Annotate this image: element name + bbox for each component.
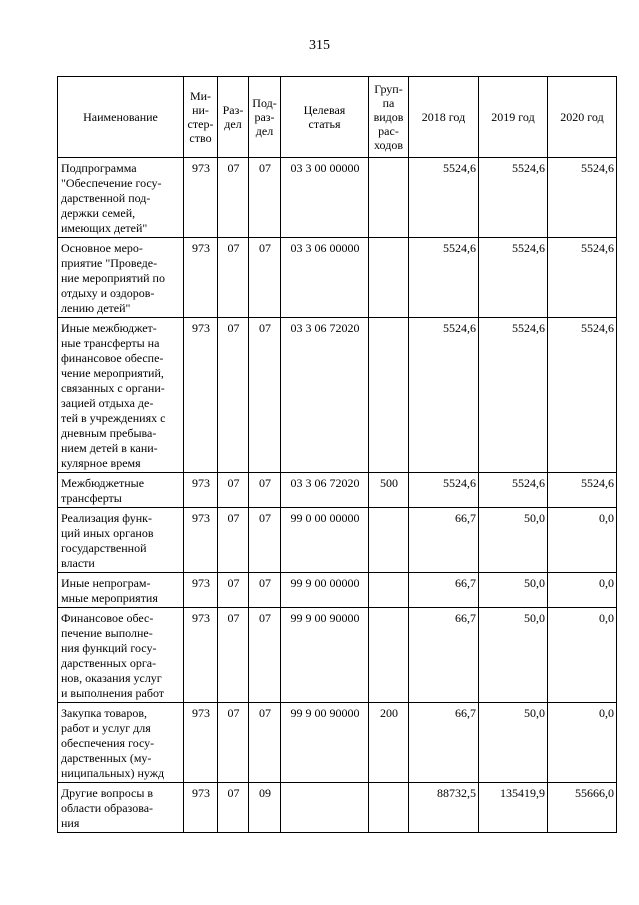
header-2018: 2018 год <box>409 77 479 158</box>
row-value-2020: 5524,6 <box>548 158 617 238</box>
row-expense-group <box>369 573 409 608</box>
row-value-2018: 5524,6 <box>409 158 479 238</box>
row-name: Подпрограмма "Обеспечение госу- дарственной под- держки семей, имеющих детей" <box>58 158 184 238</box>
row-target: 03 3 06 00000 <box>281 238 369 318</box>
row-ministry: 973 <box>184 783 218 833</box>
row-value-2018: 66,7 <box>409 508 479 573</box>
row-value-2019: 5524,6 <box>479 158 548 238</box>
table-row <box>58 573 617 608</box>
row-section: 07 <box>218 473 249 508</box>
row-name: Другие вопросы в области образова- ния <box>58 783 184 833</box>
row-section: 07 <box>218 573 249 608</box>
row-section: 07 <box>218 608 249 703</box>
header-name: Наименование <box>58 77 184 158</box>
row-ministry: 973 <box>184 573 218 608</box>
row-value-2020: 5524,6 <box>548 473 617 508</box>
row-target: 03 3 06 72020 <box>281 473 369 508</box>
row-name: Закупка товаров, работ и услуг для обеспечения госу- дарственных (му- ниципальных) нужд <box>58 703 184 783</box>
row-expense-group <box>369 158 409 238</box>
header-expense-group: Груп- па видов рас- ходов <box>369 77 409 158</box>
row-ministry: 973 <box>184 608 218 703</box>
row-value-2019: 5524,6 <box>479 238 548 318</box>
row-expense-group <box>369 508 409 573</box>
table-row <box>58 473 617 508</box>
row-expense-group: 500 <box>369 473 409 508</box>
header-target: Целевая статья <box>281 77 369 158</box>
row-value-2019: 50,0 <box>479 608 548 703</box>
page-number: 315 <box>309 38 330 53</box>
row-expense-group <box>369 783 409 833</box>
header-2020: 2020 год <box>548 77 617 158</box>
row-value-2019: 135419,9 <box>479 783 548 833</box>
row-value-2020: 0,0 <box>548 508 617 573</box>
row-target: 99 9 00 90000 <box>281 608 369 703</box>
row-value-2018: 5524,6 <box>409 473 479 508</box>
table-row <box>58 238 617 318</box>
header-2019: 2019 год <box>479 77 548 158</box>
row-target: 99 9 00 00000 <box>281 573 369 608</box>
row-ministry: 973 <box>184 703 218 783</box>
row-target <box>281 783 369 833</box>
header-row <box>58 77 617 158</box>
budget-table <box>57 76 617 833</box>
row-ministry: 973 <box>184 508 218 573</box>
row-target: 99 0 00 00000 <box>281 508 369 573</box>
row-value-2020: 5524,6 <box>548 238 617 318</box>
row-value-2018: 5524,6 <box>409 318 479 473</box>
table-row <box>58 703 617 783</box>
row-subsection: 07 <box>249 608 281 703</box>
row-value-2018: 66,7 <box>409 608 479 703</box>
row-name: Основное меро- приятие "Проведе- ние мероприятий по отдыху и оздоров- лению детей" <box>58 238 184 318</box>
row-value-2020: 5524,6 <box>548 318 617 473</box>
row-ministry: 973 <box>184 318 218 473</box>
row-value-2019: 5524,6 <box>479 473 548 508</box>
row-value-2019: 5524,6 <box>479 318 548 473</box>
row-name: Иные межбюджет- ные трансферты на финансовое обеспе- чение мероприятий, связанных с органи- зацией отдыха де- тей в учреждениях с дневным пребыва- нием детей в кани- кулярное время <box>58 318 184 473</box>
row-name: Межбюджетные трансферты <box>58 473 184 508</box>
row-target: 99 9 00 90000 <box>281 703 369 783</box>
row-subsection: 07 <box>249 318 281 473</box>
row-target: 03 3 06 72020 <box>281 318 369 473</box>
row-subsection: 07 <box>249 573 281 608</box>
row-expense-group <box>369 608 409 703</box>
row-value-2018: 66,7 <box>409 703 479 783</box>
header-ministry: Ми- ни- стер- ство <box>184 77 218 158</box>
row-name: Иные непрограм- мные мероприятия <box>58 573 184 608</box>
row-value-2018: 88732,5 <box>409 783 479 833</box>
row-subsection: 09 <box>249 783 281 833</box>
row-ministry: 973 <box>184 238 218 318</box>
row-expense-group <box>369 318 409 473</box>
row-ministry: 973 <box>184 473 218 508</box>
row-value-2020: 0,0 <box>548 703 617 783</box>
row-section: 07 <box>218 703 249 783</box>
row-subsection: 07 <box>249 238 281 318</box>
row-section: 07 <box>218 158 249 238</box>
row-ministry: 973 <box>184 158 218 238</box>
row-section: 07 <box>218 318 249 473</box>
row-subsection: 07 <box>249 703 281 783</box>
row-value-2018: 5524,6 <box>409 238 479 318</box>
row-value-2020: 0,0 <box>548 573 617 608</box>
row-section: 07 <box>218 783 249 833</box>
row-subsection: 07 <box>249 158 281 238</box>
row-value-2019: 50,0 <box>479 573 548 608</box>
row-value-2018: 66,7 <box>409 573 479 608</box>
row-target: 03 3 00 00000 <box>281 158 369 238</box>
row-value-2019: 50,0 <box>479 508 548 573</box>
row-expense-group: 200 <box>369 703 409 783</box>
row-subsection: 07 <box>249 508 281 573</box>
table-row <box>58 318 617 473</box>
row-value-2019: 50,0 <box>479 703 548 783</box>
table-row <box>58 783 617 833</box>
row-expense-group <box>369 238 409 318</box>
row-value-2020: 0,0 <box>548 608 617 703</box>
row-subsection: 07 <box>249 473 281 508</box>
row-section: 07 <box>218 238 249 318</box>
row-section: 07 <box>218 508 249 573</box>
row-name: Реализация функ- ций иных органов государственной власти <box>58 508 184 573</box>
table-row <box>58 158 617 238</box>
row-value-2020: 55666,0 <box>548 783 617 833</box>
header-subsection: Под- раз- дел <box>249 77 281 158</box>
row-name: Финансовое обес- печение выполне- ния функций госу- дарственных орга- нов, оказания услуг и выполнения работ <box>58 608 184 703</box>
table-row <box>58 508 617 573</box>
table-row <box>58 608 617 703</box>
header-section: Раз- дел <box>218 77 249 158</box>
